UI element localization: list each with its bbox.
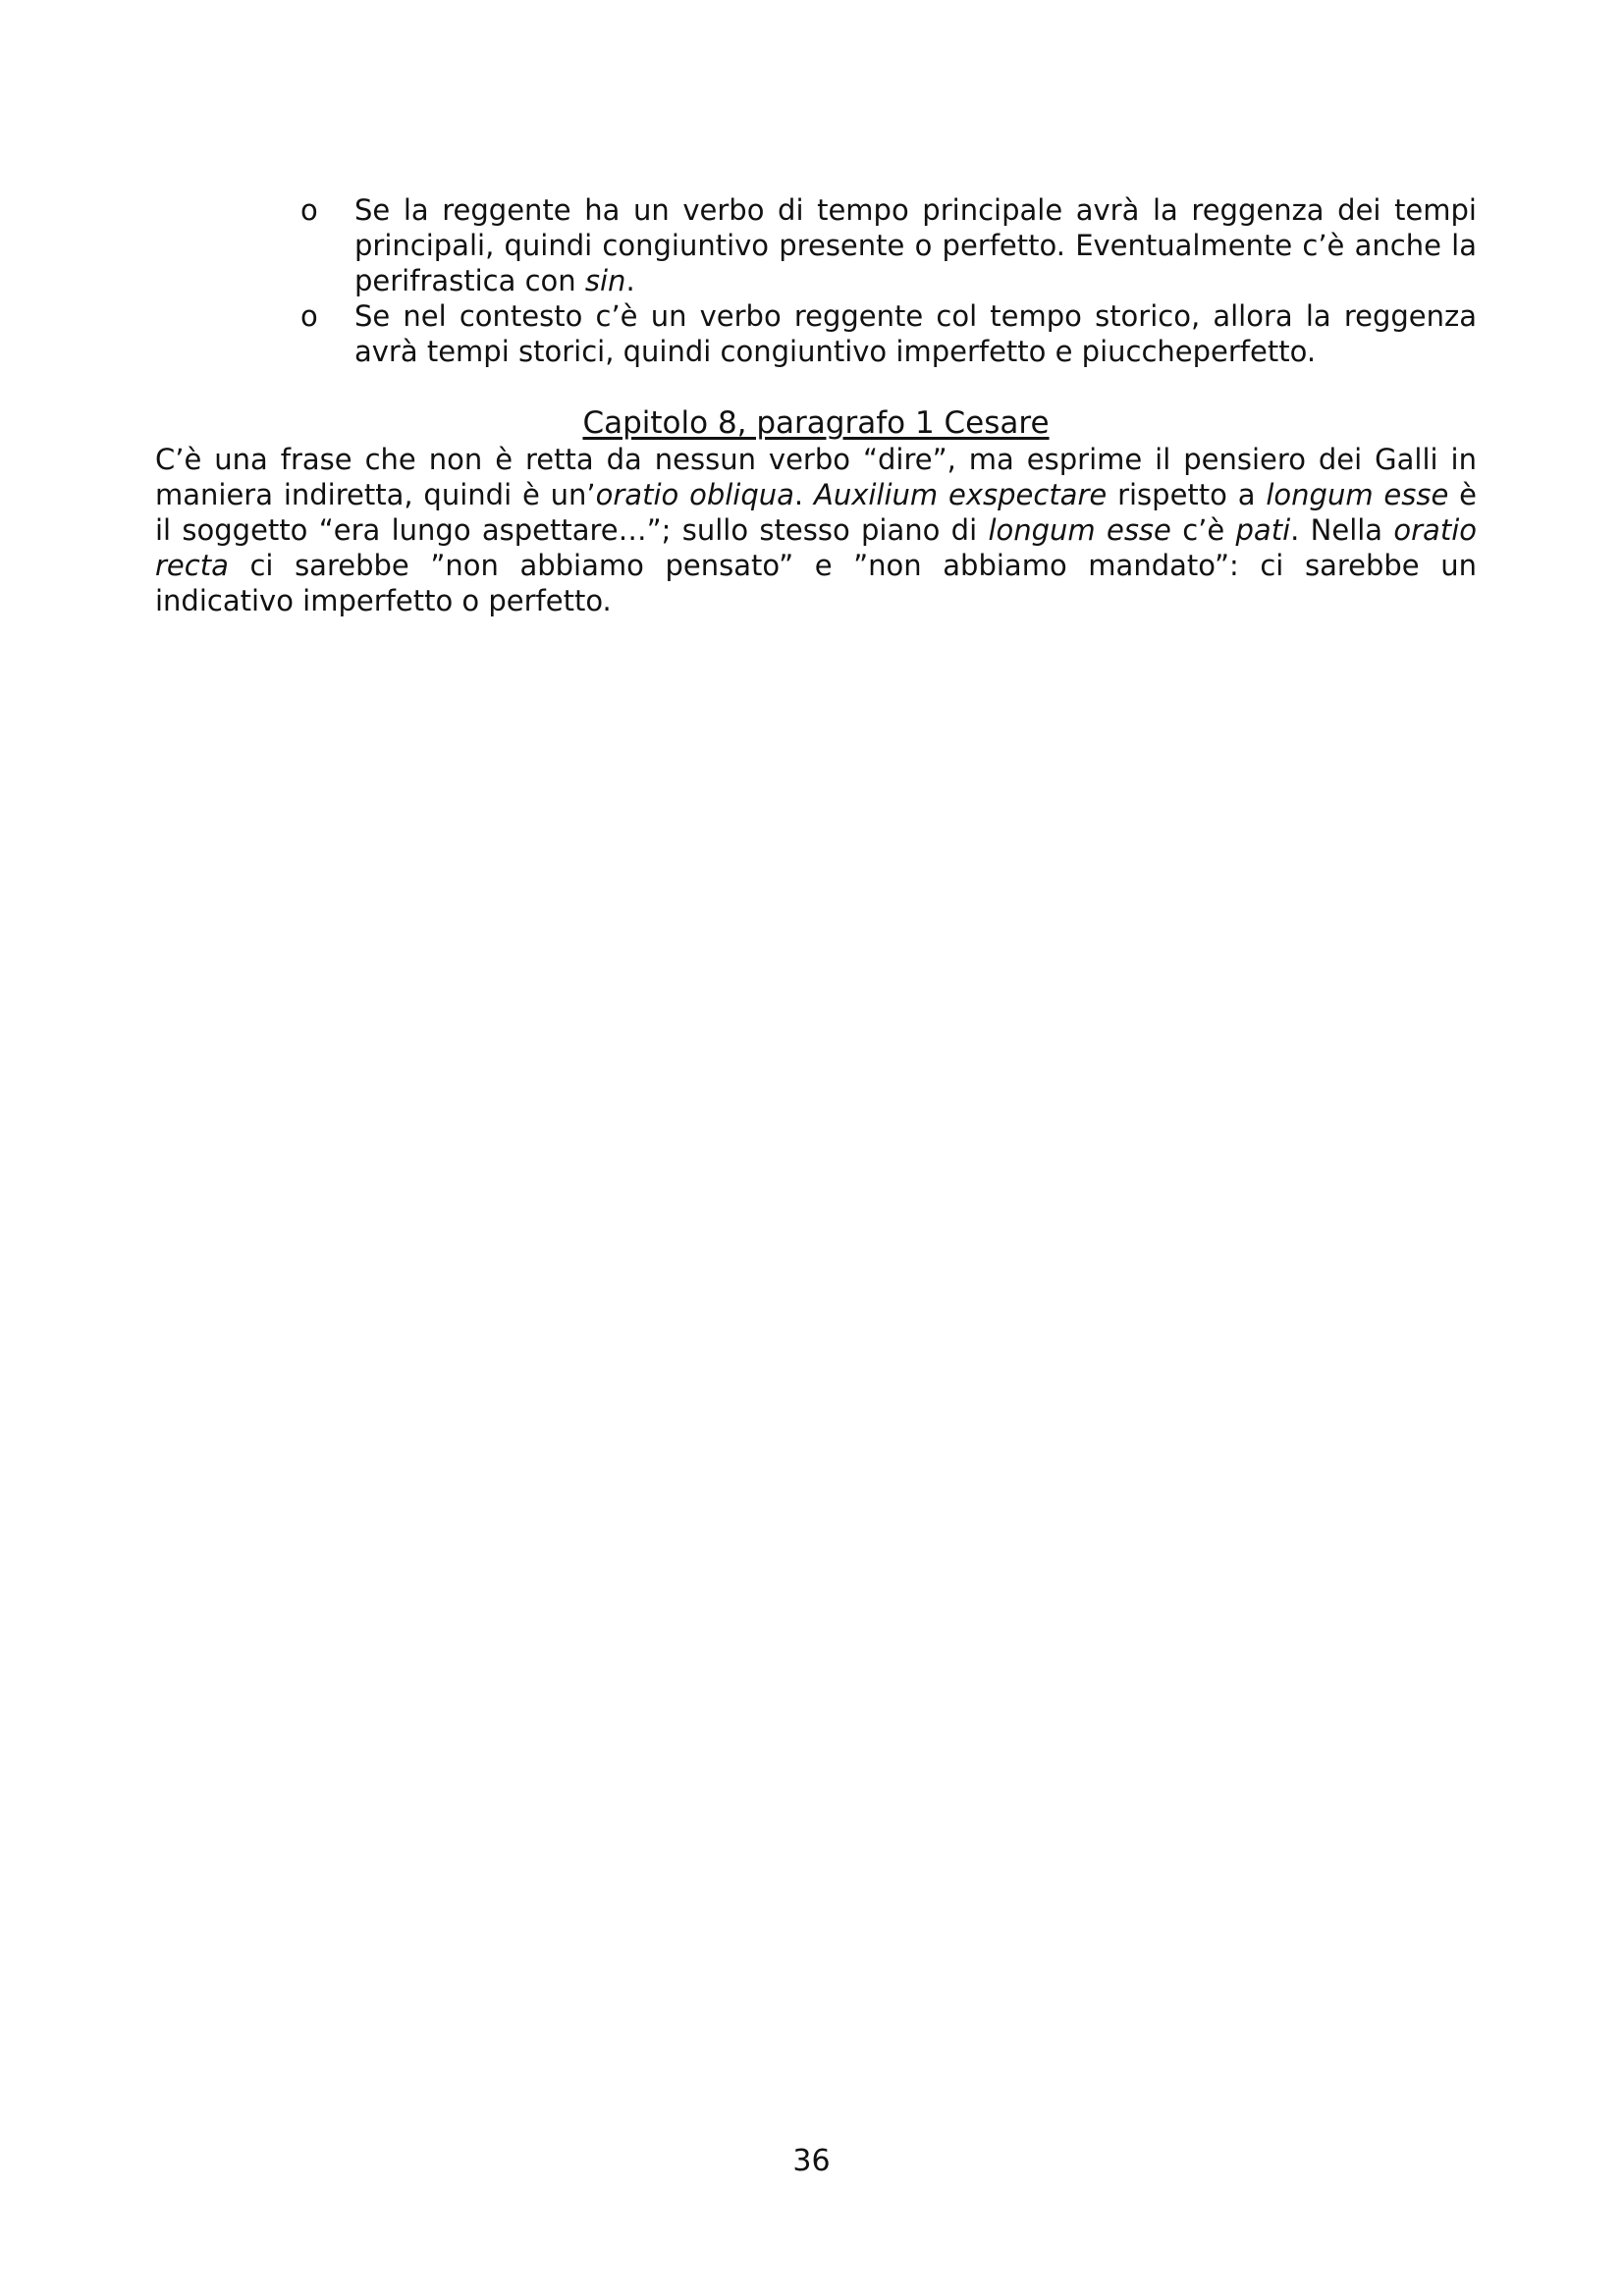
text-segment: . Nella	[1290, 513, 1394, 547]
text-segment: ci sarebbe ”non abbiamo pensato” e ”non abbiamo mandato”: ci sarebbe un indicativo imperfetto o perfetto.	[155, 549, 1477, 617]
text-segment: .	[793, 478, 814, 511]
section-heading: Capitolo 8, paragrafo 1 Cesare	[582, 405, 1050, 441]
italic-term: longum esse	[1266, 478, 1449, 511]
bullet-marker: o	[300, 193, 318, 227]
italic-term: pati	[1235, 513, 1291, 547]
italic-term: Auxilium exspectare	[813, 478, 1108, 511]
bullet-list	[155, 192, 1477, 369]
text-segment: C’è una frase che non è retta da nessun verbo “dire”, ma esprime il pensiero dei Galli in maniera indiretta, quindi è un’	[155, 443, 1477, 511]
italic-term: oratio recta	[155, 513, 1477, 582]
text-segment: Se nel contesto c’è un verbo reggente col tempo storico, allora la reggenza avrà tempi storici, quindi congiuntivo imperfetto e piuccheperfetto.	[354, 299, 1477, 368]
bullet-marker: o	[300, 299, 318, 333]
bullet-item	[155, 298, 1477, 369]
text-segment: .	[625, 264, 635, 297]
page-number: 36	[792, 2144, 831, 2178]
bullet-text	[354, 193, 1477, 297]
bullet-text	[354, 299, 1477, 368]
italic-term: oratio obliqua	[595, 478, 794, 511]
text-segment: Se la reggente ha un verbo di tempo principale avrà la reggenza dei tempi principali, quindi congiuntivo presente o perfetto. Eventualmente c’è anche la perifrastica con	[354, 193, 1477, 297]
text-segment: c’è	[1170, 513, 1236, 547]
italic-term: longum esse	[988, 513, 1171, 547]
italic-term: sin	[584, 264, 626, 297]
body-paragraph	[155, 442, 1477, 618]
text-segment: rispetto a	[1107, 478, 1267, 511]
bullet-item	[155, 192, 1477, 298]
text-segment: è il soggetto “era lungo aspettare…”; sullo stesso piano di	[155, 478, 1478, 547]
page-content	[155, 192, 1477, 618]
